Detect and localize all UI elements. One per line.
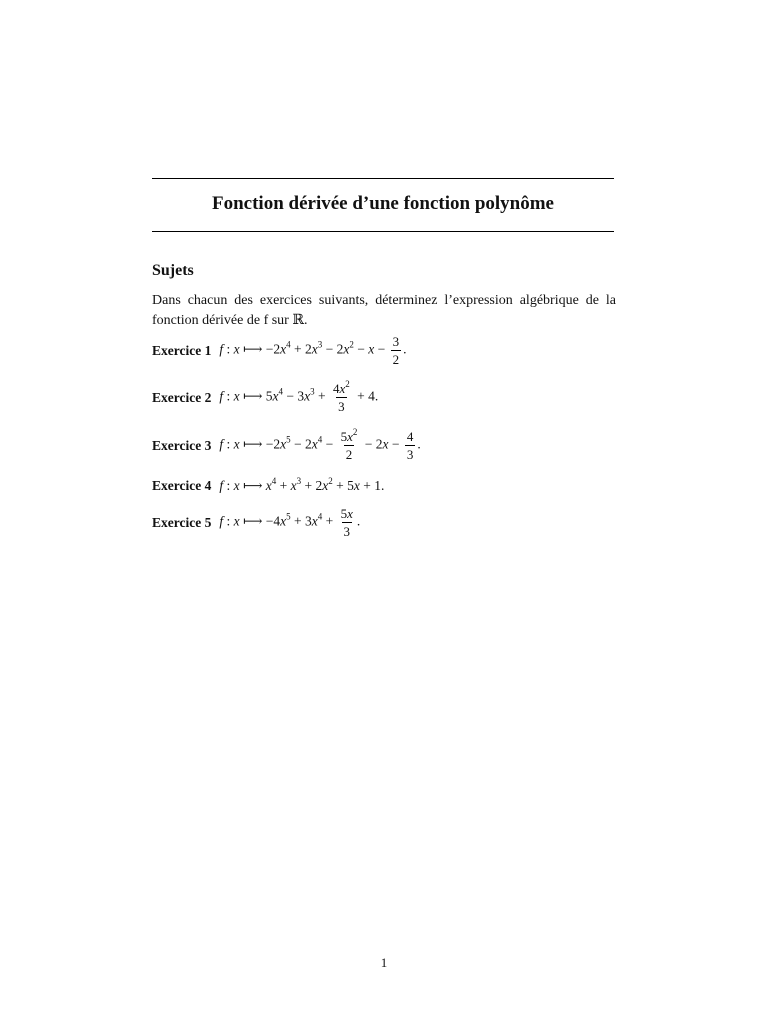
fraction: $\frac{3}{2}$ <box>392 334 400 367</box>
section-heading: Sujets <box>152 262 194 279</box>
exercise-formula: f : x ⟼ $x^4 + x^3 + 2x^2 + 5x + 1$. <box>219 476 385 493</box>
exercise-4 <box>152 478 384 494</box>
fraction: $\frac{5x^2}{2}$ <box>340 427 358 462</box>
exercise-1 <box>152 335 406 366</box>
title-rule-bottom <box>152 231 614 232</box>
fraction: $\frac{5x}{3}$ <box>340 506 353 539</box>
exercise-2 <box>152 379 379 414</box>
exercise-label: Exercice 1 <box>152 342 212 358</box>
fraction: $\frac{4x^2}{3}$ <box>333 379 350 414</box>
exercise-formula: f : x ⟼ $-4x^5 + 3x^4$ + $\frac{5x}{3}$ . <box>219 506 361 539</box>
exercise-label: Exercice 2 <box>152 389 212 405</box>
exercise-formula: f : x ⟼ $-2x^4 + 2x^3 - 2x^2 - x$ − $\frac{3}{2}$ . <box>219 334 407 367</box>
exercise-label: Exercice 5 <box>152 514 212 530</box>
exercise-formula: f : x ⟼ $-2x^5 - 2x^4$ − $\frac{5x^2}{2}$ − 2x − $\frac{4}{3}$ . <box>219 427 421 462</box>
exercise-label: Exercice 4 <box>152 478 212 493</box>
exercise-formula: f : x ⟼ $5x^4 - 3x^3$ + $\frac{4x^2}{3}$ + 4. <box>219 379 379 414</box>
document-title: Fonction dérivée d’une fonction polynôme <box>212 193 554 214</box>
page-number: 1 <box>380 955 388 970</box>
title-rule-top <box>152 178 614 179</box>
exercise-5 <box>152 507 360 538</box>
fraction: $\frac{4}{3}$ <box>406 429 414 462</box>
intro-paragraph: Dans chacun des exercices suivants, déterminez l’expression algébrique de la fonction dérivée de f sur ℝ. <box>152 293 616 328</box>
exercise-label: Exercice 3 <box>152 437 212 453</box>
exercise-3 <box>152 427 421 462</box>
